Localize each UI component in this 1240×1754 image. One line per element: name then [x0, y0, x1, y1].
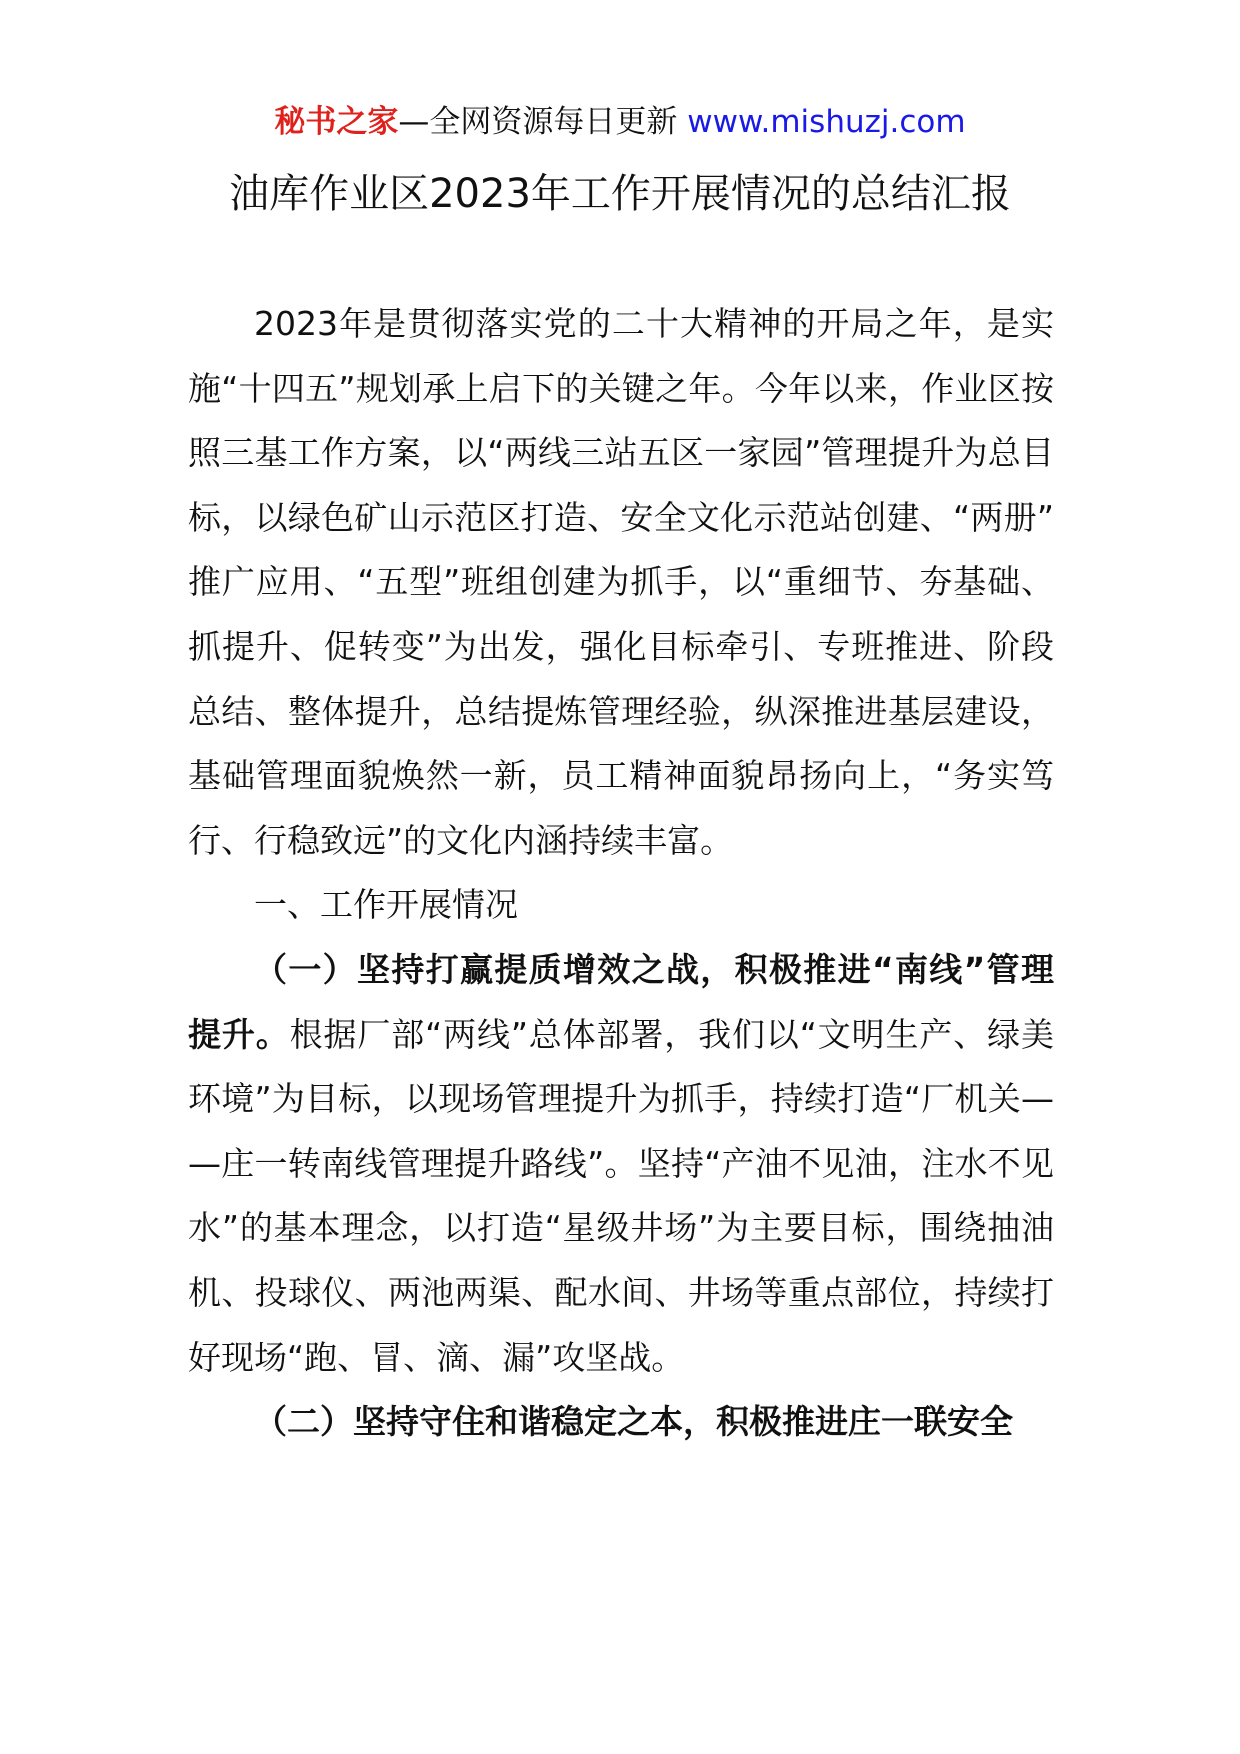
subsection-1-heading: （一）坚持打赢提质增效之战，积极推进“南线”管理提升。	[188, 949, 1054, 1054]
document-body	[188, 292, 1054, 1455]
subsection-1-body: 根据厂部“两线”总体部署，我们以“文明生产、绿美环境”为目标，以现场管理提升为抓手，持续打造“厂机关——庄一转南线管理提升路线”。坚持“产油不见油，注水不见水”的基本理念，以打造“星级井场”为主要目标，围绕抽油机、投球仪、两池两渠、配水间、井场等重点部位，持续打好现场“跑、冒、滴、漏”攻坚战。	[188, 1014, 1054, 1377]
intro-paragraph: 2023年是贯彻落实党的二十大精神的开局之年，是实施“十四五”规划承上启下的关键之年。今年以来，作业区按照三基工作方案，以“两线三站五区一家园”管理提升为总目标，以绿色矿山示范区打造、安全文化示范站创建、“两册”推广应用、“五型”班组创建为抓手，以“重细节、夯基础、抓提升、促转变”为出发，强化目标牵引、专班推进、阶段总结、整体提升，总结提炼管理经验，纵深推进基层建设，基础管理面貌焕然一新，员工精神面貌昂扬向上，“务实笃行、行稳致远”的文化内涵持续丰富。	[188, 304, 1054, 860]
subsection-2-heading: （二）坚持守住和谐稳定之本，积极推进庄一联安全	[254, 1402, 1013, 1442]
section-heading-1: 一、工作开展情况	[254, 885, 518, 925]
banner-tagline: —全网资源每日更新	[398, 104, 678, 140]
subsection-1-paragraph	[188, 938, 1054, 1390]
document-title: 油库作业区2023年工作开展情况的总结汇报	[229, 171, 1011, 217]
banner-brand: 秘书之家	[274, 104, 399, 140]
banner-website-link[interactable]: www.mishuzj.com	[687, 104, 966, 140]
site-banner	[0, 100, 1240, 144]
